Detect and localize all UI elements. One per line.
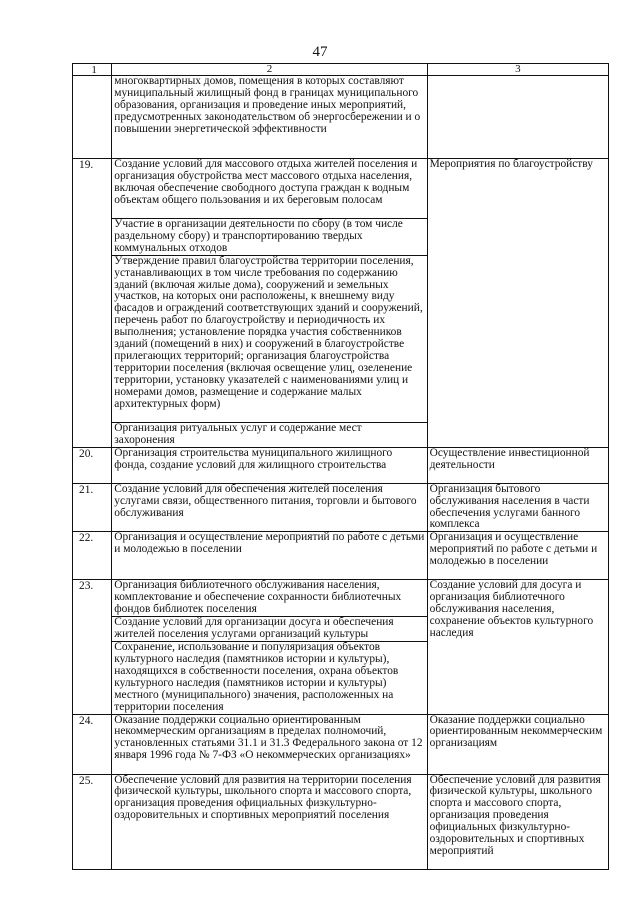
row-measure: Оказание поддержки социально ориентированным некоммерческим организациям xyxy=(427,714,608,774)
row-item-text: Организация ритуальных услуг и содержание мест захоронения xyxy=(114,421,362,446)
row-number: 20. xyxy=(73,447,112,483)
table-header-row xyxy=(73,64,609,76)
row-number: 23. xyxy=(73,580,112,714)
row-number xyxy=(73,76,112,159)
row-description xyxy=(112,617,427,642)
table-row xyxy=(73,159,609,219)
row-measure: Обеспечение условий для развития физической культуры, школьного спорта и массового спорта, организация проведения официальных физкультурно-оздоровительных и спортивных мероприятий xyxy=(427,774,608,869)
table-row xyxy=(73,774,609,869)
row-measure: Организация бытового обслуживания населения в части обеспечения услугами банного комплекса xyxy=(427,483,608,532)
row-item-text: Оказание поддержки социально ориентированным некоммерческим организациям в пределах полномочий, установленных статьями 31.1 и 31.3 Федерального закона от 12 января 1996 года № 7-ФЗ «О некоммерческих организациях» xyxy=(114,713,423,762)
row-item-text: Организация библиотечного обслуживания населения, комплектование и обеспечение сохранности библиотечных фондов библиотек поселения xyxy=(114,579,402,616)
row-item-text: Организация строительства муниципального жилищного фонда, создание условий для жилищного строительства xyxy=(114,446,393,471)
row-measure xyxy=(427,76,608,159)
row-description xyxy=(112,219,427,256)
row-description xyxy=(112,642,427,714)
powers-table xyxy=(72,63,609,870)
row-item-text: Участие в организации деятельности по сбору (в том числе раздельному сбору) и транспортированию твердых коммунальных отходов xyxy=(114,218,403,254)
row-number: 22. xyxy=(73,532,112,580)
row-description xyxy=(112,76,427,159)
row-item-text: Создание условий для организации досуга и обеспечения жителей поселения услугами организаций культуры xyxy=(114,616,394,640)
row-item-text: Создание условий для массового отдыха жителей поселения и организация обустройства мест массового отдыха населения, включая обеспечение свободного доступа граждан к водным объектам общего пользования и их береговым полосам xyxy=(114,158,418,206)
row-description xyxy=(112,483,427,532)
row-description xyxy=(112,255,427,422)
table-row xyxy=(73,532,609,580)
row-number: 21. xyxy=(73,483,112,532)
row-item-text: Обеспечение условий для развития на территории поселения физической культуры, школьного спорта и массового спорта, организация проведения официальных физкультурно- оздоровительных и спортивных мероприятий поселения xyxy=(114,773,412,822)
row-description xyxy=(112,159,427,219)
row-item-text: Организация и осуществление мероприятий по работе с детьми и молодежью в поселении xyxy=(114,531,425,556)
row-description xyxy=(112,447,427,483)
table-row xyxy=(73,580,609,617)
table-row xyxy=(73,483,609,532)
table-row xyxy=(73,447,609,483)
row-measure: Мероприятия по благоустройству xyxy=(427,159,608,448)
table-row xyxy=(73,76,609,159)
header-col-3: 3 xyxy=(427,64,608,76)
row-description xyxy=(112,714,427,774)
row-item-text: многоквартирных домов, помещения в которых составляют муниципальный жилищный фонд в границах муниципального образования, организация и проведение иных мероприятий, предусмотренных законодательством об энергосбережении и о повышении энергетической эффективности xyxy=(114,75,421,135)
row-item-text: Сохранение, использование и популяризация объектов культурного наследия (памятников истории и культуры), находящихся в собственности поселения, охрана объектов культурного наследия (памятников истории и культуры) местного (муниципального) значения, расположенных на территории поселения xyxy=(114,641,399,713)
page-number: 47 xyxy=(312,44,328,60)
header-col-2: 2 xyxy=(112,64,427,76)
row-number: 19. xyxy=(73,159,112,448)
row-number: 24. xyxy=(73,714,112,774)
row-description xyxy=(112,422,427,447)
row-number: 25. xyxy=(73,774,112,869)
row-measure: Организация и осуществление мероприятий по работе с детьми и молодежью в поселении xyxy=(427,532,608,580)
row-description xyxy=(112,532,427,580)
row-description xyxy=(112,774,427,869)
table-row xyxy=(73,714,609,774)
row-measure: Создание условий для досуга и организация библиотечного обслуживания населения, сохранение объектов культурного наследия xyxy=(427,580,608,714)
header-col-1: 1 xyxy=(73,64,112,76)
row-item-text: Создание условий для обеспечения жителей поселения услугами связи, общественного питания, торговли и бытового обслуживания xyxy=(114,482,417,519)
row-item-text: Утверждение правил благоустройства территории поселения, устанавливающих в том числе требования по содержанию зданий (включая жилые дома), сооружений и земельных участков, на которых они расположены, к внешнему виду фасадов и ограждений соответствующих зданий и сооружений, перечень работ по благоустройству и периодичность их выполнения; установление порядка участия собственников зданий (помещений в них) и сооружений в благоустройстве прилегающих территорий; организация благоустройства территории поселения (включая освещение улиц, озеленение территории, установку указателей с наименованиями улиц и номерами домов, размещение и содержание малых архитектурных форм) xyxy=(114,254,423,410)
row-measure: Осуществление инвестиционной деятельности xyxy=(427,447,608,483)
row-description xyxy=(112,580,427,617)
